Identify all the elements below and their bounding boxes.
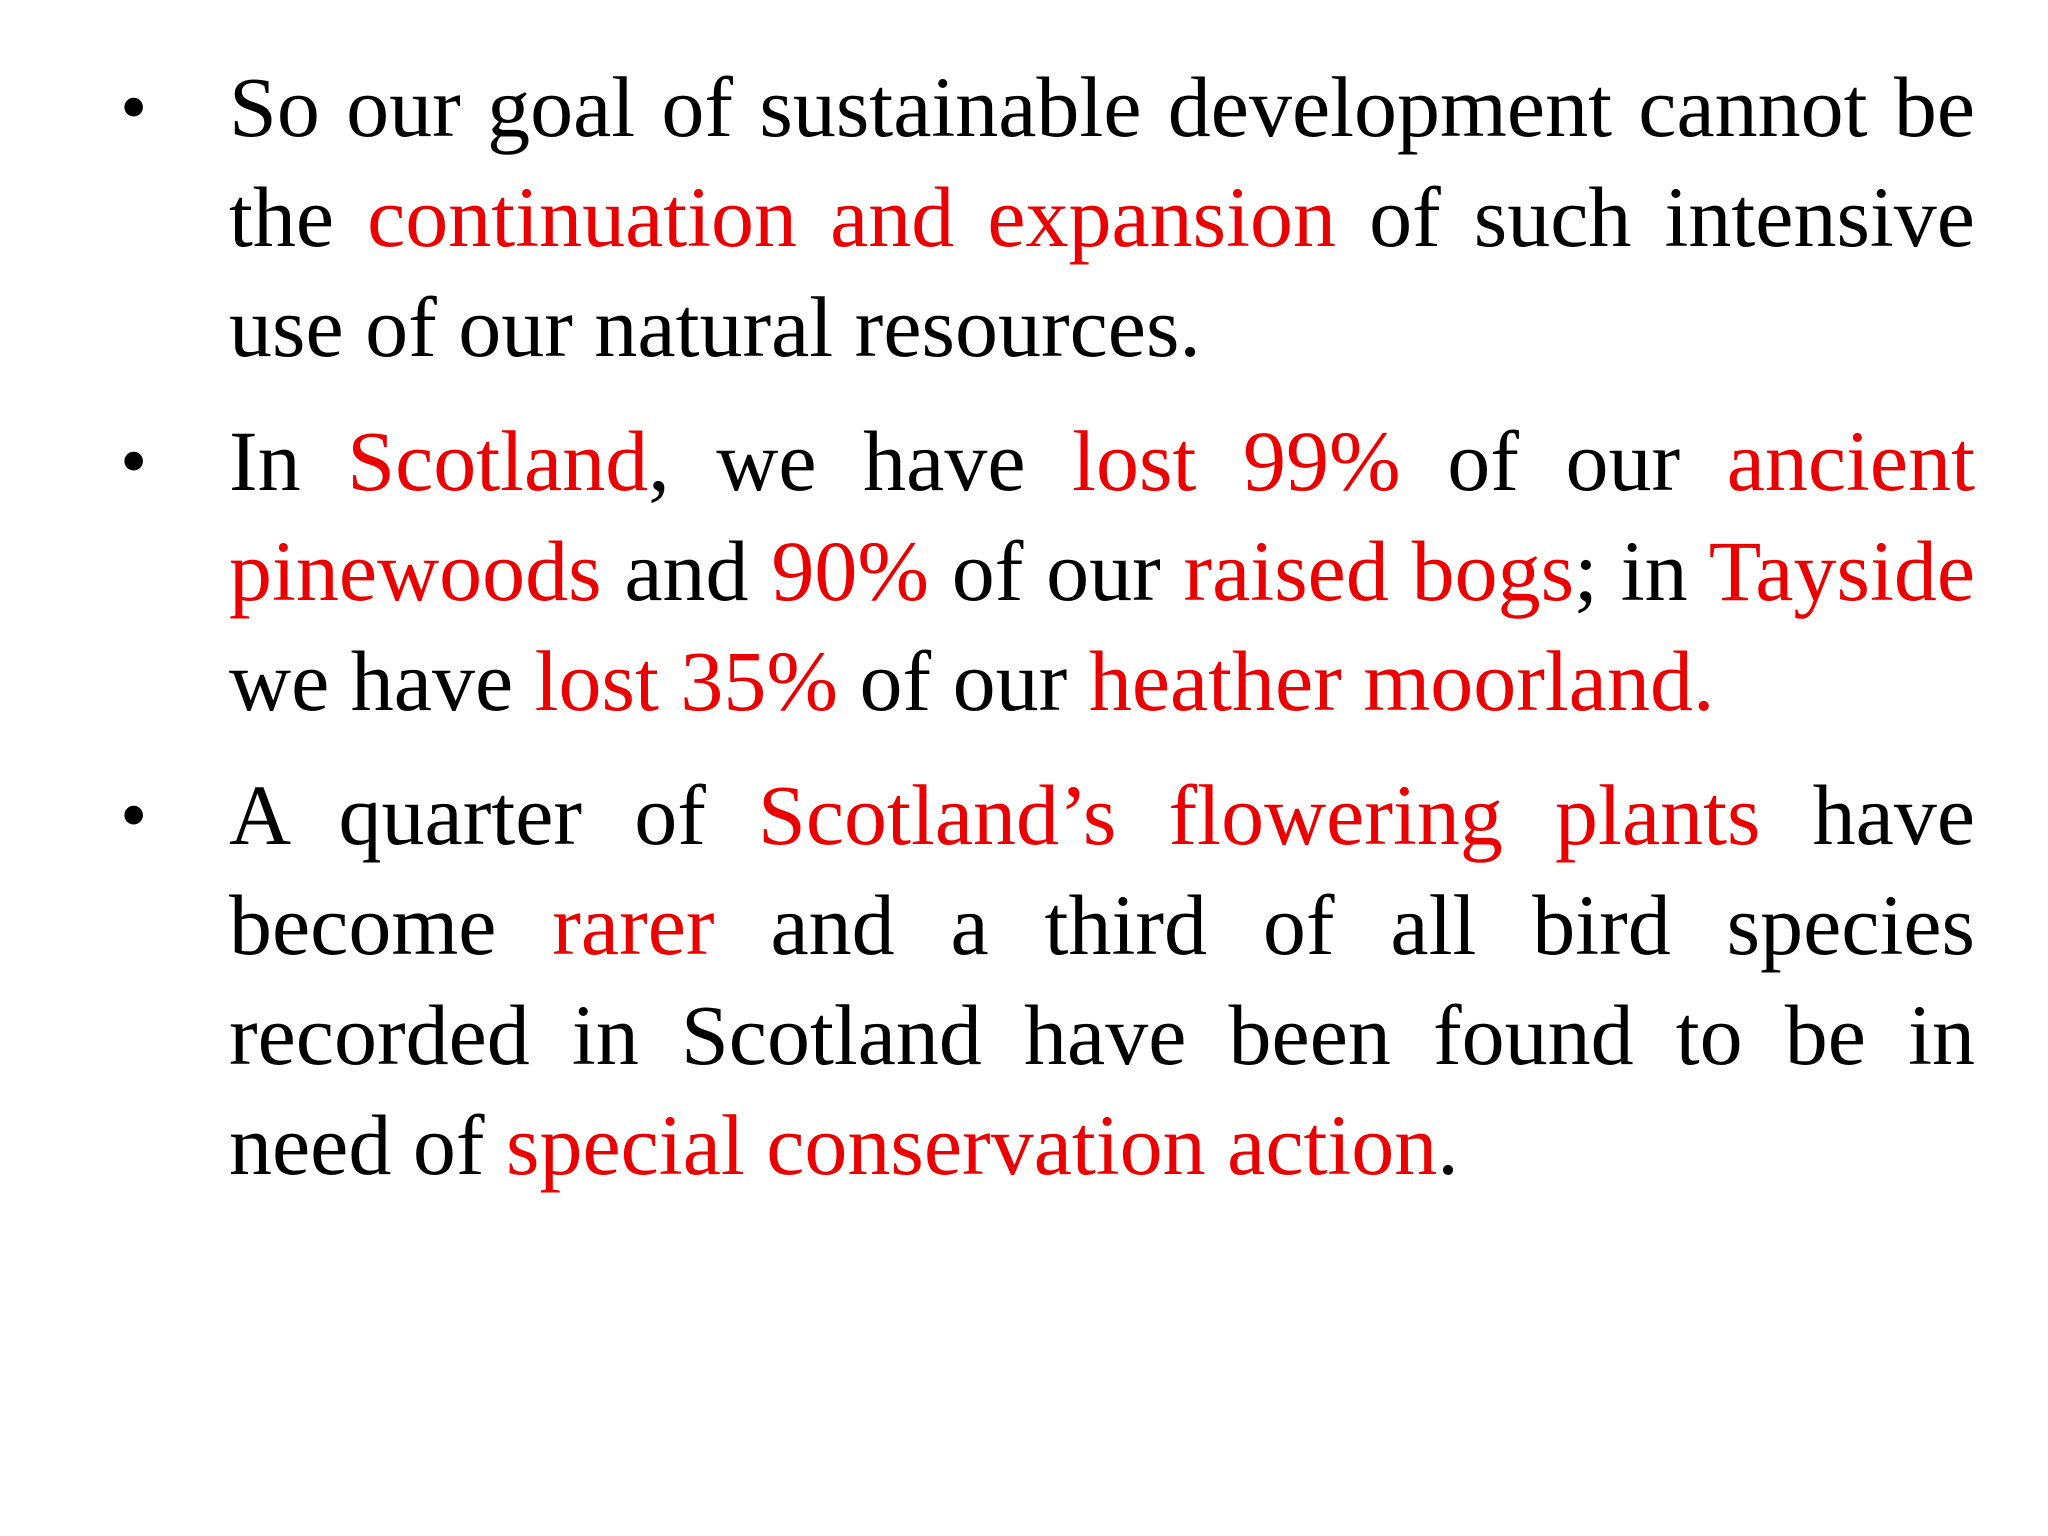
bullet-dot-icon: •: [120, 417, 148, 504]
bullet-text: [229, 406, 1975, 736]
text-segment: and a third of all bird species recorded in Scotland have been found to be in need of: [229, 877, 1975, 1193]
highlighted-text: rarer: [552, 877, 715, 973]
bullet-dot-icon: •: [120, 771, 148, 858]
highlighted-text: continuation and expansion: [367, 169, 1337, 265]
text-segment: of our: [838, 633, 1089, 729]
text-segment: and: [601, 523, 772, 619]
text-segment: ; in: [1574, 523, 1709, 619]
highlighted-text: Scotland’s flowering plants: [758, 767, 1761, 863]
bullet-text: [229, 760, 1975, 1200]
highlighted-text: ancient pinewoods: [229, 413, 1975, 619]
text-segment: So our goal of sustainable development cannot be the: [229, 59, 1975, 265]
bullet-list: [0, 52, 2048, 1224]
highlighted-text: Scotland: [347, 413, 649, 509]
text-segment: , we have: [648, 413, 1073, 509]
highlighted-text: heather moorland.: [1088, 633, 1715, 729]
text-segment: .: [1437, 1097, 1459, 1193]
highlighted-text: 90%: [771, 523, 929, 619]
highlighted-text: raised bogs: [1183, 523, 1575, 619]
text-segment: In: [229, 413, 348, 509]
highlighted-text: lost 99%: [1072, 413, 1401, 509]
highlighted-text: special conservation action: [505, 1097, 1438, 1193]
text-segment: have become: [229, 767, 1976, 973]
text-segment: of our: [928, 523, 1184, 619]
bullet-item-species-decline: [0, 760, 2048, 1200]
bullet-text: [229, 52, 1975, 382]
bullet-item-habitat-loss: [0, 406, 2048, 736]
highlighted-text: Tayside: [1708, 523, 1976, 619]
bullet-dot-icon: •: [120, 63, 148, 150]
text-segment: A quarter of: [229, 767, 759, 863]
text-segment: of our: [1400, 413, 1727, 509]
highlighted-text: lost 35%: [534, 633, 839, 729]
text-segment: of such intensive use of our natural resources.: [229, 169, 1975, 375]
bullet-item-sustainable-development: [0, 52, 2048, 382]
text-segment: we have: [229, 633, 535, 729]
